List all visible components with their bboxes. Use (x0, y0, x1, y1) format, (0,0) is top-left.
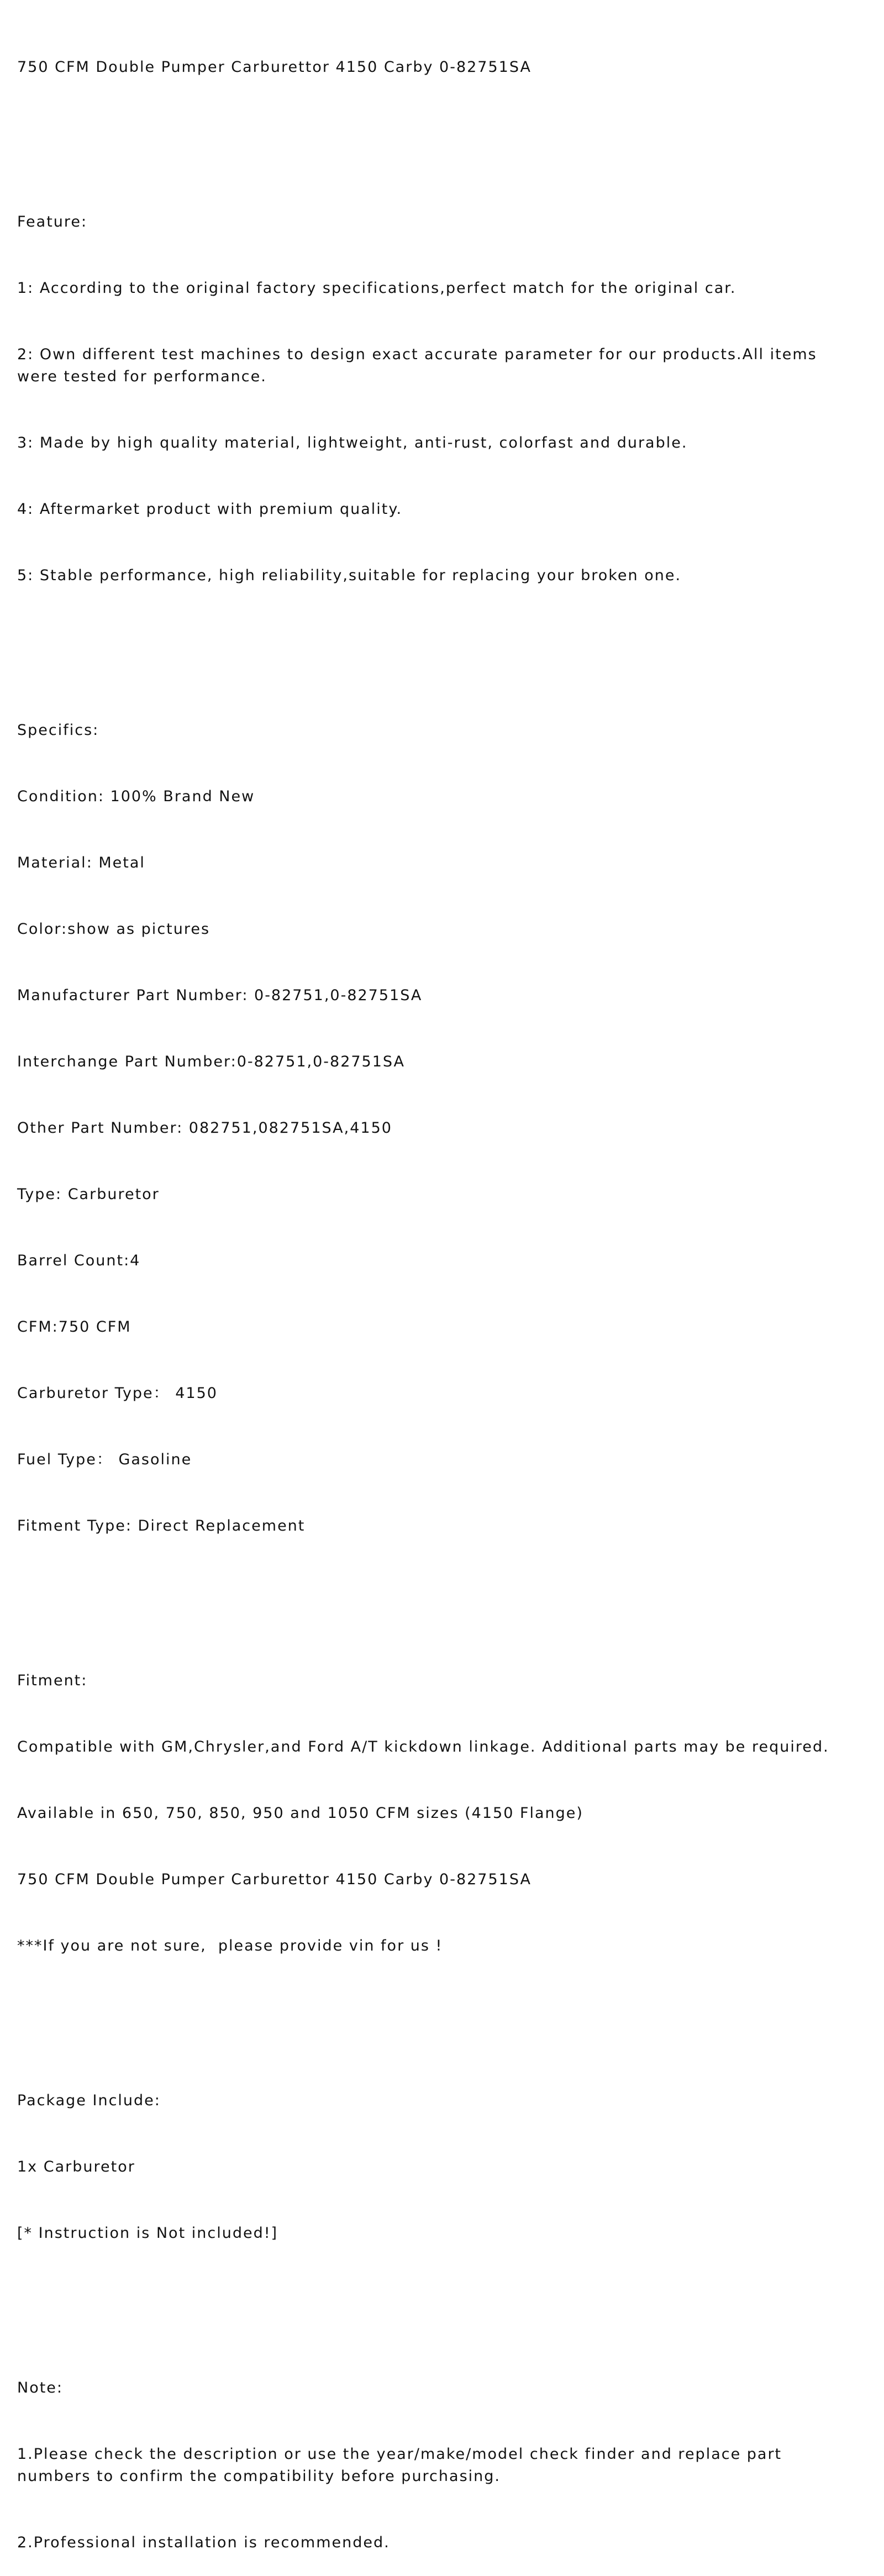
spec-item: Fuel Type： Gasoline (17, 1451, 192, 1468)
spec-item: CFM:750 CFM (17, 1318, 131, 1336)
fitment-item: 750 CFM Double Pumper Carburettor 4150 Carby 0-82751SA (17, 1871, 532, 1888)
spec-item: Other Part Number: 082751,082751SA,4150 (17, 1119, 392, 1137)
spec-item: Fitment Type: Direct Replacement (17, 1517, 306, 1534)
spec-item: Material: Metal (17, 854, 145, 871)
spacer (17, 631, 879, 653)
feature-item: 4: Aftermarket product with premium quality. (17, 501, 403, 518)
spec-item: Interchange Part Number:0-82751,0-82751SA (17, 1053, 406, 1070)
feature-item: 3: Made by high quality material, lightweight, anti-rust, colorfast and durable. (17, 434, 688, 451)
fitment-heading: Fitment: (17, 1672, 88, 1689)
note-item: 2.Professional installation is recommended. (17, 2534, 390, 2551)
feature-item: 2: Own different test machines to design exact accurate parameter for our products.All items were tested for performance. (17, 346, 823, 385)
fitment-item: ***If you are not sure, please provide vin for us ! (17, 1937, 443, 1954)
spec-item: Carburetor Type： 4150 (17, 1385, 218, 1402)
spec-item: Manufacturer Part Number: 0-82751,0-82751SA (17, 987, 423, 1004)
package-heading: Package Include: (17, 2092, 161, 2109)
spec-item: Condition: 100% Brand New (17, 788, 255, 805)
spacer (17, 123, 879, 145)
spacer (17, 1581, 879, 1604)
spec-item: Barrel Count:4 (17, 1252, 141, 1269)
spacer (17, 2289, 879, 2311)
note-item: 1.Please check the description or use the year/make/model check finder and replace part numbers to confirm the compatibility before purchasing. (17, 2446, 788, 2485)
fitment-item: Compatible with GM,Chrysler,and Ford A/T kickdown linkage. Additional parts may be required. (17, 1738, 829, 1755)
spec-item: Type: Carburetor (17, 1186, 160, 1203)
package-item: 1x Carburetor (17, 2158, 135, 2175)
fitment-item: Available in 650, 750, 850, 950 and 1050 CFM sizes (4150 Flange) (17, 1805, 583, 1822)
spacer (17, 2001, 879, 2023)
package-item: [* Instruction is Not included!] (17, 2225, 278, 2242)
product-title: 750 CFM Double Pumper Carburettor 4150 Carby 0-82751SA (17, 59, 532, 76)
feature-heading: Feature: (17, 213, 88, 230)
feature-item: 5: Stable performance, high reliability,suitable for replacing your broken one. (17, 567, 682, 584)
product-description (17, 12, 879, 2576)
specifics-heading: Specifics: (17, 722, 99, 739)
note-heading: Note: (17, 2379, 64, 2396)
spec-item: Color:show as pictures (17, 921, 211, 938)
feature-item: 1: According to the original factory specifications,perfect match for the original car. (17, 280, 736, 297)
